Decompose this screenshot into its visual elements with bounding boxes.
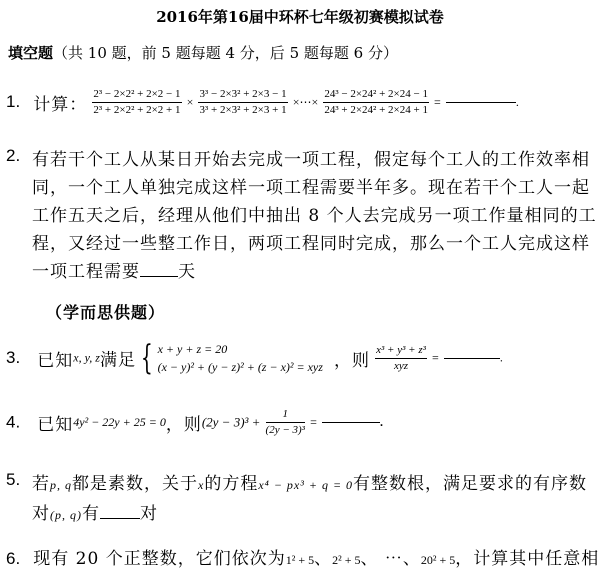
variable-x: x <box>198 478 205 492</box>
answer-blank <box>140 276 178 277</box>
question-number: 1. <box>6 92 21 111</box>
answer-blank <box>322 422 380 423</box>
brace-symbol: { <box>140 338 153 378</box>
variables: x, y, z <box>73 350 100 365</box>
text-line: 同，一个工人单独完成这样一项工程需要半年多。现在若干个工人一起 <box>32 178 590 198</box>
equals-sign: = <box>434 95 441 109</box>
ellipsis-product: ×⋯× <box>292 95 319 109</box>
equals-sign: = <box>310 415 317 429</box>
text-line: 程，又经过一些整工作日，两项工程同时完成，那么一个工人完成这样 <box>32 234 590 254</box>
variables: p, q <box>50 478 72 492</box>
question-4: 4. 已知4y² − 22y + 25 = 0，则(2y − 3)³ + $\frac{1}{\text{(2y − 3)³}}$ = . <box>6 408 383 436</box>
question-number: 3. <box>6 348 21 367</box>
question-text: 若p, q都是素数，关于x的方程x⁴ − px³ + q = 0有整数根，满足要求的有序数 对(p, q)有 对 <box>32 474 588 524</box>
question-text <box>32 146 597 286</box>
fraction-1: $\frac{\text{2³ − 2×2² + 2×2 − 1}}{\text{2³ + 2×2² + 2×2 + 1}}$ <box>93 88 181 116</box>
equation: x⁴ − px³ + q = 0 <box>258 478 354 492</box>
times-sign: × <box>186 95 194 109</box>
fraction: $\frac{\text{x³ + y³ + z³}}{\text{xyz}}$ <box>376 343 426 372</box>
answer-blank <box>444 358 500 359</box>
term-20: 20² + 5 <box>420 553 456 567</box>
question-number: 5. <box>6 470 21 489</box>
question-text: 满足 <box>99 350 136 371</box>
question-number: 2. <box>6 146 21 165</box>
text-line: 一项工程需要 <box>32 262 140 282</box>
question-5 <box>6 470 20 490</box>
question-text: 现有 20 个正整数，它们依次为 <box>33 549 286 569</box>
answer-blank <box>100 518 140 519</box>
question-text: 已知 <box>37 415 74 435</box>
question-number: 4. <box>6 412 21 432</box>
condition-equation: 4y² − 22y + 25 = 0 <box>73 415 166 429</box>
question-text: ，计算其中任意相 <box>455 549 600 569</box>
fraction-2: $\frac{\text{3³ − 2×3² + 2×3 − 1}}{\text{3³ + 2×3² + 2×3 + 1}}$ <box>199 88 287 116</box>
question-number: 6. <box>6 549 21 568</box>
ordered-pair: (p, q) <box>50 508 82 522</box>
question-text: 已知 <box>37 350 74 371</box>
text-line: 工作五天之后，经理从他们中抽出 8 个人去完成另一项工作量相同的工 <box>32 206 597 226</box>
fraction: $\frac{1}{\text{(2y − 3)³}}$ <box>265 408 305 436</box>
question-1: 1. 计算： $\frac{\text{2³ − 2×2² + 2×2 − 1}}{\text{2³ + 2×2² + 2×2 + 1}}$ × $\frac{\text{3³ − 2×3² + 2×3 − 1}}{\text{3³ + 2×3² + 2×3 + 1}}$ ×⋯× $\frac{\text{24³ − 2×24² + 2×24 − 1}}{\text{24³ + 2×24² + 2×24 + 1}}$ = . <box>6 88 519 116</box>
section-heading: 填空题 <box>8 44 54 62</box>
section-note: （共 10 题，前 5 题每题 4 分，后 5 题每题 6 分） <box>53 44 398 62</box>
section-header <box>8 42 398 63</box>
question-text: ，则 <box>165 415 202 435</box>
unit-text: 天 <box>178 262 196 282</box>
equals-sign: = <box>432 350 439 365</box>
question-text: ，则 <box>334 350 371 371</box>
question-3: 3. 已知x, y, z满足 { x + y + z = 20 (x − y)² + (y − z)² + (z − x)² = xyz ，则 $\frac{\text{x³ + y³ + z³}}{\text{xyz}}$ = . <box>6 338 503 378</box>
expression: (2y − 3)³ + <box>201 414 261 430</box>
question-6: 6. 现有 20 个正整数，它们依次为1² + 5、2² + 5、 ⋯、20² + 5，计算其中任意相 <box>6 549 600 569</box>
text-line: 有若干个工人从某日开始去完成一项工程，假定每个工人的工作效率相 <box>32 150 590 170</box>
question-2 <box>6 146 20 166</box>
term-1: 1² + 5 <box>285 553 315 567</box>
page-title: 2016年第16届中环杯七年级初赛模拟试卷 <box>156 8 444 26</box>
equation-system: x + y + z = 20 (x − y)² + (y − z)² + (z − x)² = xyz <box>157 342 323 374</box>
answer-blank <box>446 102 516 103</box>
term-2: 2² + 5 <box>332 553 361 567</box>
question-text: 计算： <box>33 95 88 115</box>
source-note: （学而思供题） <box>46 303 166 322</box>
fraction-3: $\frac{\text{24³ − 2×24² + 2×24 − 1}}{\text{24³ + 2×24² + 2×24 + 1}}$ <box>324 88 428 116</box>
